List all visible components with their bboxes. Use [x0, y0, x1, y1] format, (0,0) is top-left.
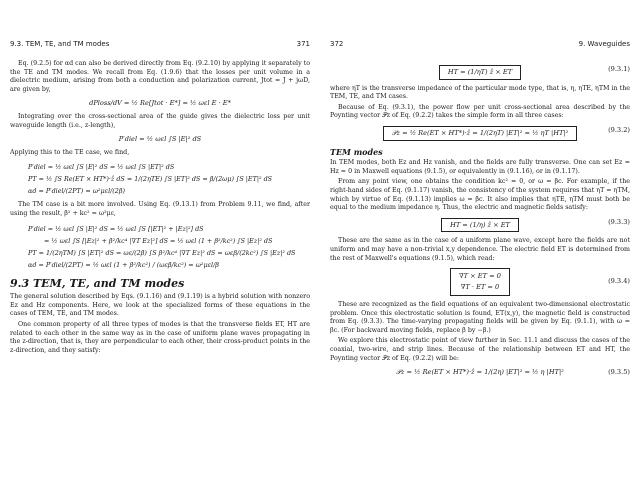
equation-935 — [330, 368, 630, 377]
equation: αd = P′diel/(2PT) = ½ ωεl (1 + β²/kc²) / (ωεβ/kc²) = ω²μεl/β — [28, 260, 219, 269]
paragraph: The TM case is a bit more involved. Using Eq. (9.13.1) from Problem 9.11, we find, after using the result, β² + kc² = ω²με, — [10, 201, 310, 217]
equation-932 — [330, 126, 630, 141]
paragraph: The general solution described by Eqs. (9.1.16) and (9.1.19) is a hybrid solution with nonzero Ez and Hz components. Here, we look at the specialized forms of these equations in the cases of TEM, TE, and TM modes. — [10, 293, 310, 318]
paragraph: Eq. (9.2.5) for αd can also be derived directly from Eq. (9.2.10) by applying it separately to the TE and TM modes. We recall from Eq. (1.9.6) that the losses per unit volume in a dielectric medium, arising from both a conduction and polarization current, Jtot = J + jωD, are given by, — [10, 60, 310, 93]
equation-line: ∇T × ET = 0 — [459, 272, 501, 281]
paragraph: In TEM modes, both Ez and Hz vanish, and the fields are fully transverse. One can set Ez = Hz = 0 in Maxwell equations (9.1.5), or equivalently in (9.1.16), or in (9.1.17). — [330, 159, 630, 175]
page-number: 372 — [330, 40, 344, 48]
equation-number: (9.3.3) — [608, 217, 630, 226]
left-page — [10, 0, 310, 493]
equation: = ½ ωεl ∫S [|Ez|² + β²/kc⁴ |∇T Ez|²] dS = ½ ωεl (1 + β²/kc²) ∫S |Ez|² dS — [44, 236, 273, 245]
boxed-equation: HT = (1/ηT) ẑ × ET — [439, 65, 521, 80]
equation-number: (9.3.4) — [608, 277, 630, 286]
paragraph: Applying this to the TE case, we find, — [10, 148, 130, 156]
paragraph: These are the same as in the case of a uniform plane wave, except here the fields are not uniform and may have a non-trivial x,y dependence. The electric field ET is determined from the rest of Maxwell's equations (9.1.5), which read: — [330, 237, 630, 262]
boxed-equation: HT = (1/η) ẑ × ET — [441, 218, 519, 233]
right-page — [330, 0, 630, 493]
paragraph: Because of Eq. (9.3.1), the power flow per unit cross-sectional area described by the Poynting vector 𝒫z of Eq. (9.2.2) takes the simple form in all three cases: — [330, 103, 630, 120]
equation: P′diel = ½ ωεl ∫S |E|² dS — [118, 135, 202, 144]
page-body — [10, 60, 310, 357]
equation-group-te — [28, 161, 310, 197]
equation-931 — [330, 65, 630, 80]
page-number: 371 — [296, 40, 310, 48]
equation-line: ∇T · ET = 0 — [460, 283, 500, 292]
equation: P′diel = ½ ωεl ∫S |E|² dS = ½ ωεl ∫S |ET|² dS — [28, 163, 175, 172]
equation: PT = ½ ∫S Re(ET × HT*)·ẑ dS = 1/(2ηTE) ∫S |ET|² dS = β/(2ωμ) ∫S |ET|² dS — [28, 175, 273, 184]
paragraph: We explore this electrostatic point of view further in Sec. 11.1 and discuss the cases of the coaxial, two-wire, and strip lines. Because of the relationship between ET and HT, the Poynting vector 𝒫z of Eq. (9.2.2) will be: — [330, 337, 630, 362]
running-header — [330, 40, 630, 52]
paragraph: From any point view, one obtains the condition kc² = 0, or ω = βc. For example, if the right-hand sides of Eq. (9.1.17) vanish, the consistency of the system requires that ηT = ηTM, which by virtue of Eq. (9.1.13) implies ω = βc. It also implies that ηTE, ηTM must both be equal to the medium impedance η. Thus, the electric and magnetic fields satisfy: — [330, 178, 630, 212]
paragraph: where ηT is the transverse impedance of the particular mode type, that is, η, ηTE, ηTM in the TEM, TE, and TM cases. — [330, 84, 630, 101]
equation-number: (9.3.1) — [608, 65, 630, 73]
section-title: 9.3 TEM, TE, and TM modes — [10, 276, 185, 290]
equation: 𝒫z = ½ Re(ET × HT*)·ẑ = 1/(2η) |ET|² = ½ η |HT|² — [396, 368, 564, 377]
equation: αd = P′diel/(2PT) = ω²μεl/(2β) — [28, 187, 126, 196]
paragraph: Integrating over the cross-sectional area of the guide gives the dielectric loss per unit waveguide length (i.e., z-length), — [10, 112, 310, 129]
equation-number: (9.3.5) — [608, 368, 630, 377]
subsection-title: TEM modes — [330, 146, 383, 157]
equation-934 — [330, 268, 630, 296]
equation-number: (9.3.2) — [608, 125, 630, 134]
equation: dPloss/dV = ½ Re[Jtot · E*] = ½ ωεl E · E* — [89, 99, 231, 108]
paragraph: These are recognized as the field equations of an equivalent two-dimensional electrostatic problem. Once this electrostatic solution is found, ET(x,y), the magnetic field is constructed from Eq. (9.3.3). The time-varying propagating fields will be given by Eq. (9.1.1), with ω = βc. (For backward moving fields, replace β by −β.) — [330, 301, 630, 334]
equation-933 — [330, 218, 630, 233]
header-section: 9.3. TEM, TE, and TM modes — [10, 40, 110, 48]
header-chapter: 9. Waveguides — [578, 40, 630, 48]
page-body — [330, 60, 630, 382]
equation: P′diel = ½ ωεl ∫S |E|² dS = ½ ωεl ∫S [|ET|² + |Ez|²] dS — [28, 224, 204, 233]
boxed-equation — [450, 268, 510, 296]
paragraph: One common property of all three types of modes is that the transverse fields ET, HT are related to each other in the same way as in the case of uniform plane waves propagating in the z-direction, that is, they are perpendicular to each other, their cross-product points in the z-direction, and they satisfy: — [10, 320, 310, 354]
equation-group-tm — [28, 223, 310, 271]
running-header — [10, 40, 310, 52]
boxed-equation: 𝒫z = ½ Re(ET × HT*)·ẑ = 1/(2ηT) |ET|² = ½ ηT |HT|² — [383, 126, 578, 141]
equation: PT = 1/(2ηTM) ∫S |ET|² dS = ωε/(2β) ∫S β²/kc⁴ |∇T Ez|² dS = ωεβ/(2kc²) ∫S |Ez|² dS — [28, 248, 296, 257]
